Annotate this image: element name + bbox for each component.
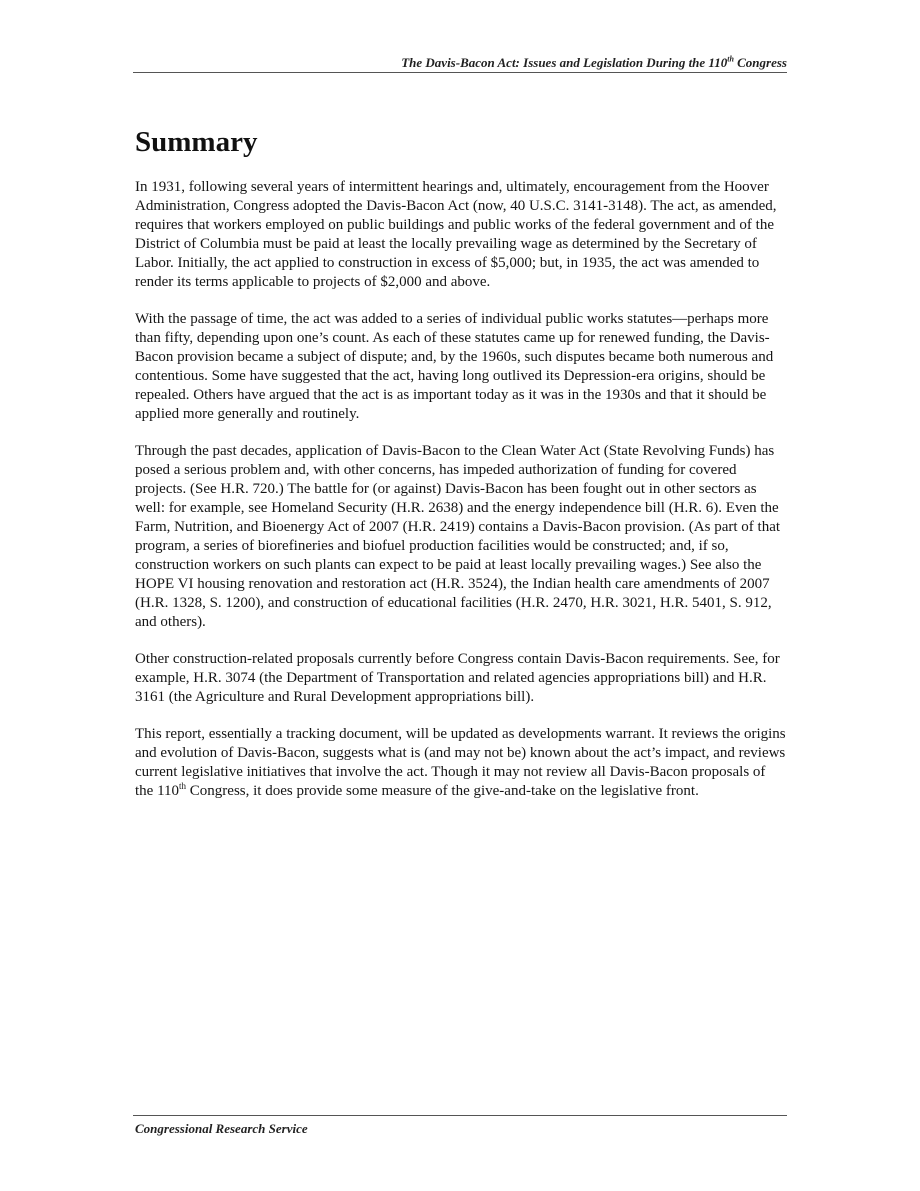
running-header-text: The Davis-Bacon Act: Issues and Legislation During the 110 — [401, 55, 728, 70]
running-header-ordinal: th — [727, 54, 734, 64]
running-header-text-end: Congress — [733, 55, 787, 70]
paragraph-statutes: With the passage of time, the act was added to a series of individual public works statutes—perhaps more than fifty, depending upon one’s count. As each of these statutes came up for renewed funding, the Davis-Bacon provision became a subject of dispute; and, by the 1960s, such disputes became both numerous and contentious. Some have suggested that the act, having long outlived its Depression-era origins, should be repealed. Others have argued that the act is as important today as it was in the 1930s and that it should be applied more generally and routinely. — [135, 311, 774, 422]
report-scope-ordinal: th — [179, 781, 187, 791]
report-scope-text-end: Congress, it does provide some measure of the give-and-take on the legislative front. — [186, 783, 699, 799]
header-divider — [133, 72, 787, 73]
running-header — [133, 55, 787, 71]
paragraph-proposals: Other construction-related proposals currently before Congress contain Davis-Bacon requirements. See, for example, H.R. 3074 (the Department of Transportation and related agencies appropriations bill) and H.R. 3161 (the Agriculture and Rural Development appropriations bill). — [135, 651, 780, 705]
summary-body — [135, 178, 787, 819]
footer-publisher: Congressional Research Service — [135, 1121, 308, 1136]
section-title: Summary — [135, 126, 258, 158]
paragraph-report-scope — [135, 725, 787, 801]
footer-divider — [133, 1115, 787, 1116]
paragraph-legislation: Through the past decades, application of Davis-Bacon to the Clean Water Act (State Revolving Funds) has posed a serious problem and, with other concerns, has impeded authorization of funding for covered projects. (See H.R. 720.) The battle for (or against) Davis-Bacon has been fought out in other sectors as well: for example, see Homeland Security (H.R. 2638) and the energy independence bill (H.R. 6). Even the Farm, Nutrition, and Bioenergy Act of 2007 (H.R. 2419) contains a Davis-Bacon provision. (As part of that program, a series of biorefineries and biofuel production facilities would be constructed; and, if so, construction workers on such plants can expect to be paid at least locally prevailing wages.) See also the HOPE VI housing renovation and restoration act (H.R. 3524), the Indian health care amendments of 2007 (H.R. 1328, S. 1200), and construction of educational facilities (H.R. 2470, H.R. 3021, H.R. 5401, S. 912, and others). — [135, 443, 781, 630]
paragraph-history: In 1931, following several years of intermittent hearings and, ultimately, encouragement from the Hoover Administration, Congress adopted the Davis-Bacon Act (now, 40 U.S.C. 3141-3148). The act, as amended, requires that workers employed on public buildings and public works of the federal government and of the District of Columbia must be paid at least the locally prevailing wage as determined by the Secretary of Labor. Initially, the act applied to construction in excess of $5,000; but, in 1935, the act was amended to render its terms applicable to projects of $2,000 and above. — [135, 179, 777, 290]
report-scope-text: This report, essentially a tracking document, will be updated as developments warrant. It reviews the origins and evolution of Davis-Bacon, suggests what is (and may not be) known about the act’s impact, and reviews current legislative initiatives that involve the act. Though it may not review all Davis-Bacon proposals of the 110 — [135, 726, 786, 799]
